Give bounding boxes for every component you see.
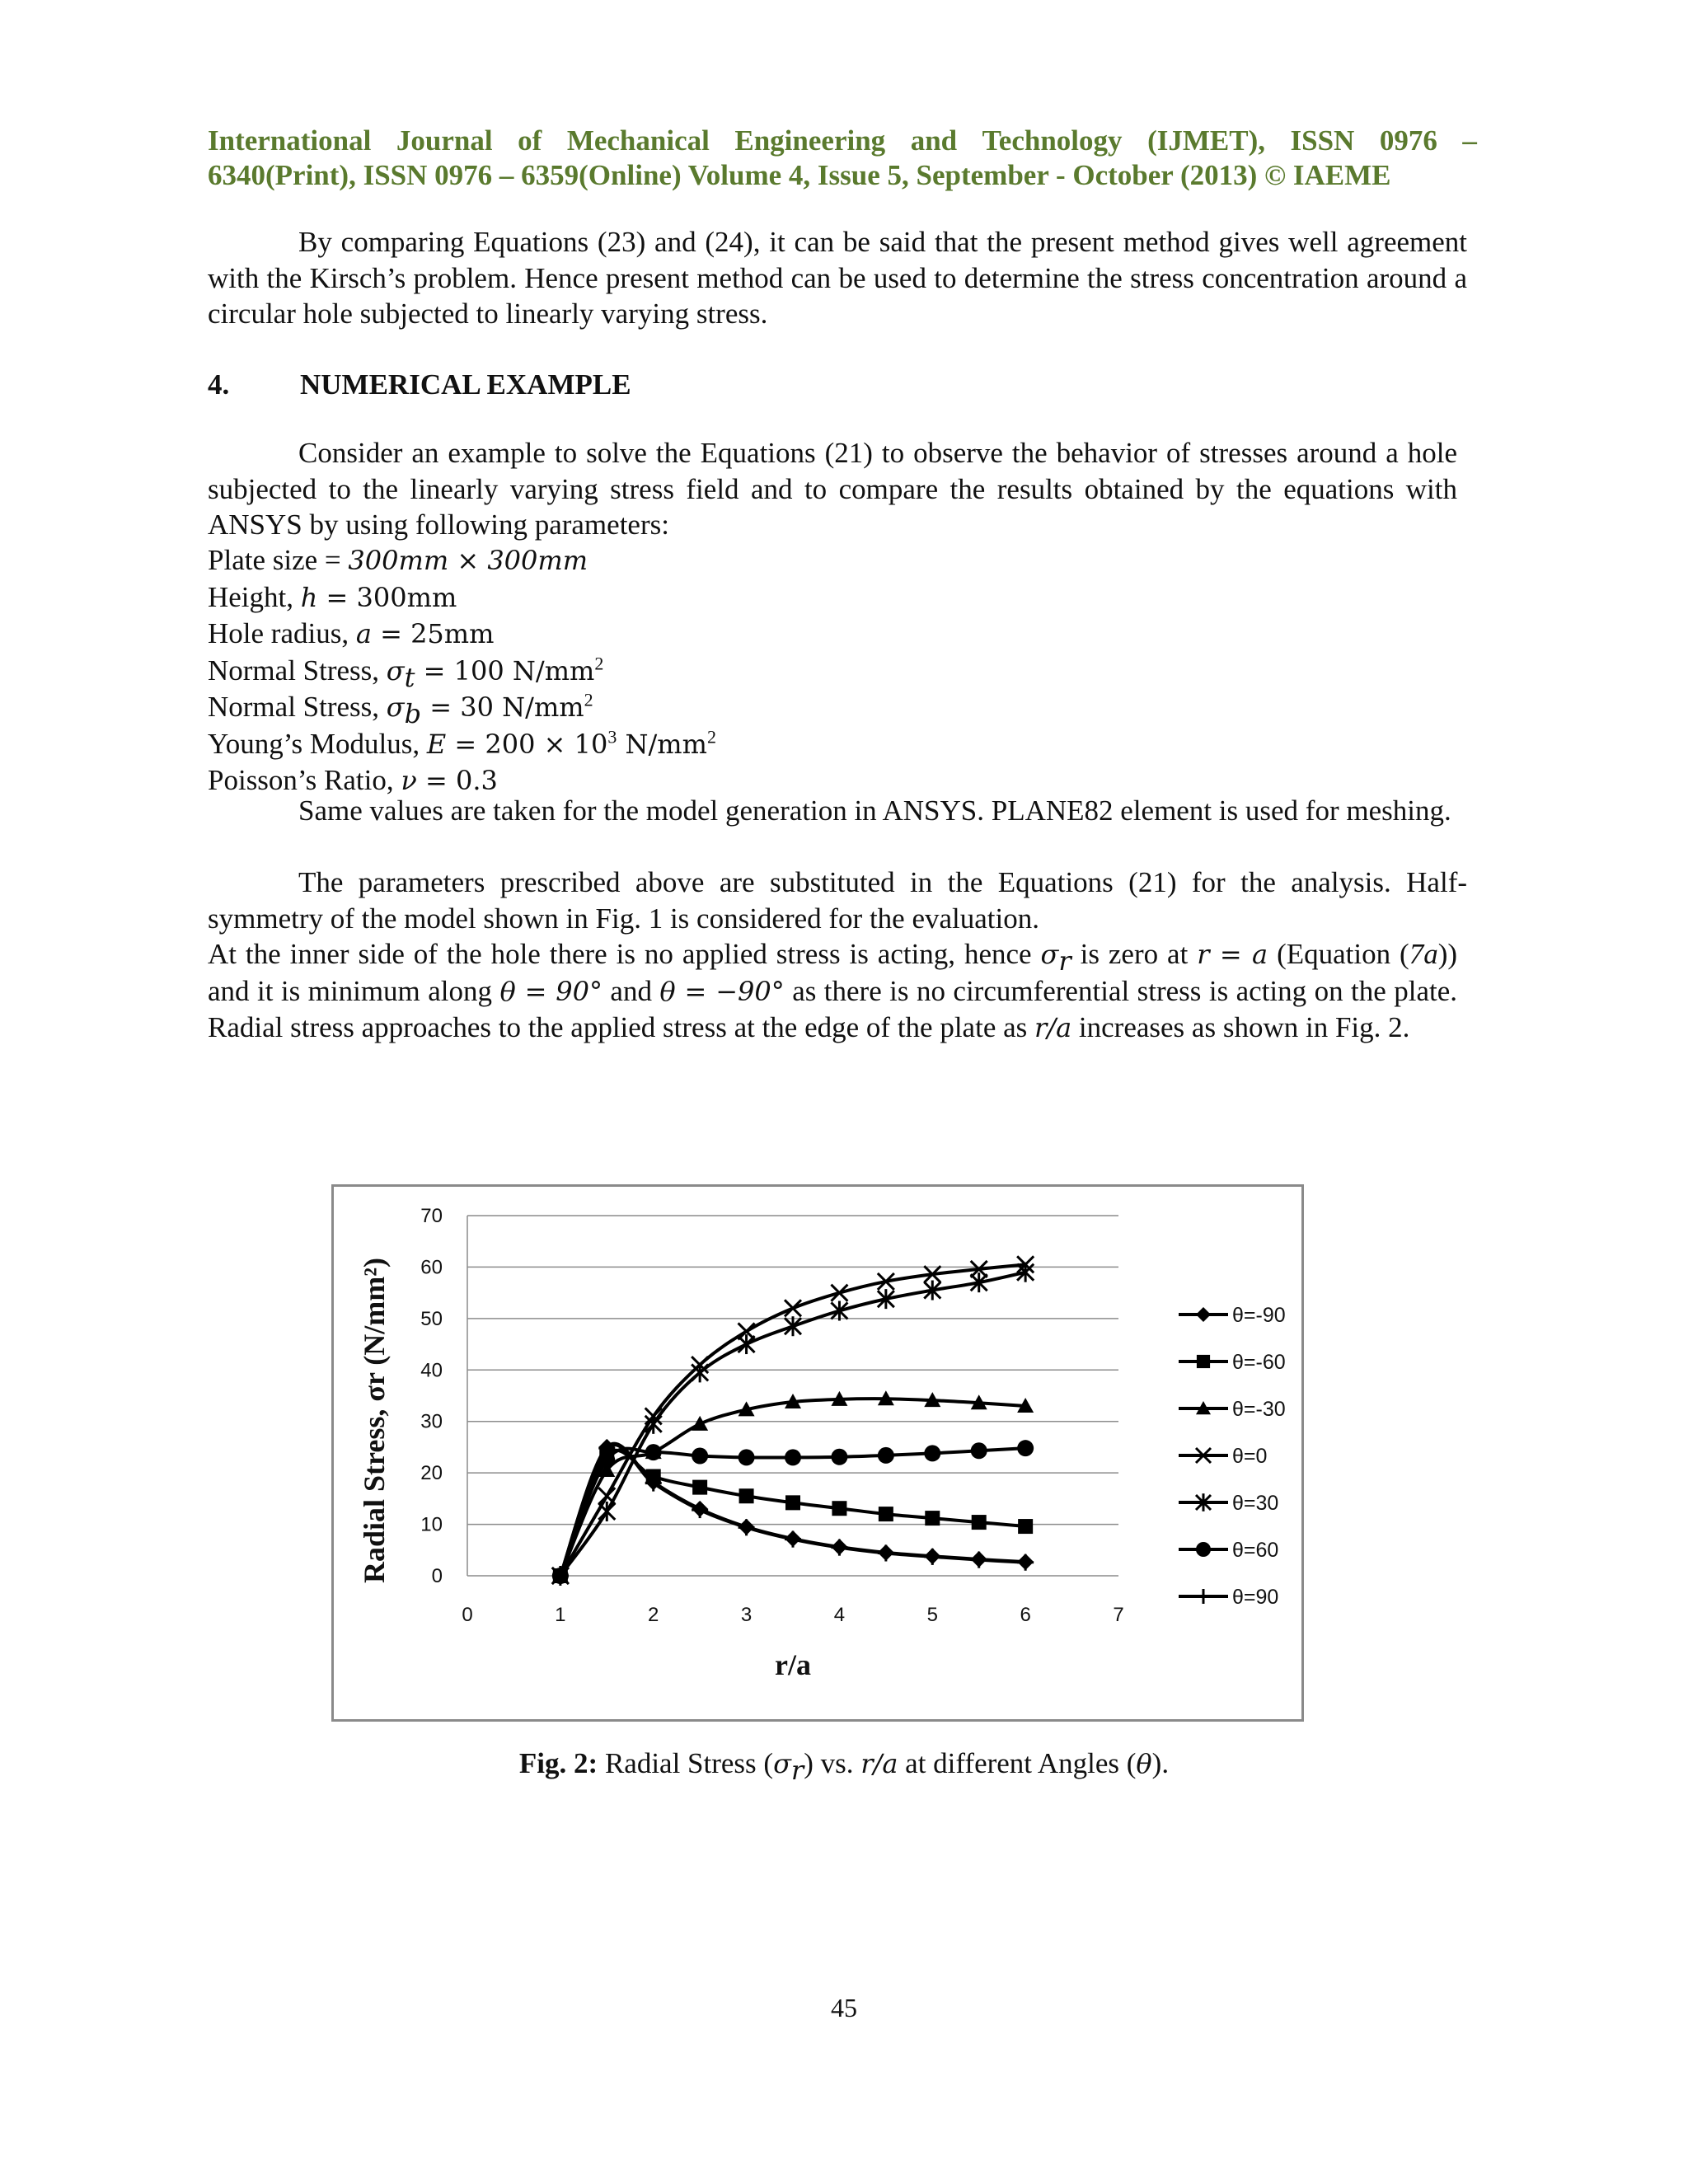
marker-shape [739, 1488, 754, 1503]
data-point-square [972, 1515, 987, 1530]
param-label: Normal Stress, [208, 691, 387, 723]
data-point-square [879, 1507, 893, 1521]
data-point-circle [924, 1445, 940, 1461]
data-point-circle [785, 1449, 801, 1465]
data-point-asterisk [692, 1362, 708, 1382]
data-point-plus [1017, 1554, 1034, 1571]
marker-shape [1197, 1355, 1210, 1368]
caption-theta: θ [1136, 1748, 1152, 1779]
marker-shape [832, 1501, 846, 1516]
param-label: Hole radius, [208, 617, 356, 649]
section-number: 4. [208, 368, 230, 401]
marker-shape [692, 1480, 707, 1495]
radial-stress-paragraph [208, 936, 1457, 1047]
caption-text: ) vs. [804, 1747, 861, 1779]
param-value: = 30 N/mm [421, 691, 584, 723]
param-superscript: 2 [594, 652, 604, 673]
marker-shape [1196, 1307, 1211, 1322]
figure-caption [0, 1746, 1688, 1786]
x-tick-label: 7 [1113, 1604, 1124, 1626]
marker-shape [785, 1449, 801, 1465]
journal-header-line-1 [208, 124, 1477, 158]
data-point-circle [878, 1447, 894, 1464]
param-value: 300mm × 300mm [348, 545, 588, 576]
param-label: Young’s Modulus, [208, 727, 427, 760]
y-tick-label: 70 [420, 1205, 443, 1227]
ansys-paragraph: Same values are taken for the model generation in ANSYS. PLANE82 element is used for meshing. [298, 794, 1451, 827]
y-tick-label: 50 [420, 1307, 443, 1330]
param-value: = 100 N/mm [415, 654, 595, 687]
marker-shape [924, 1445, 940, 1461]
series-line [560, 1264, 1025, 1576]
param-label: Plate size = [208, 544, 349, 576]
journal-header [208, 124, 1477, 193]
series-line [560, 1399, 1025, 1576]
param-label: Normal Stress, [208, 654, 387, 687]
param-normal-stress-b [208, 689, 716, 729]
equation-ref: 7a [1409, 938, 1438, 970]
caption-label: Fig. 2: [518, 1747, 598, 1779]
math-theta-90: θ = 90° [499, 975, 603, 1007]
param-unit: N/mm [617, 728, 707, 760]
x-tick-label: 0 [462, 1604, 473, 1626]
param-superscript: 3 [607, 725, 617, 747]
data-point-circle [971, 1442, 987, 1459]
header-word: of [518, 124, 542, 157]
param-symbol: ν [401, 765, 417, 796]
param-subscript: t [404, 661, 415, 693]
math-r-over-a: r/a [1034, 1012, 1072, 1043]
legend-label: θ=60 [1232, 1539, 1279, 1562]
data-point-circle [1196, 1542, 1211, 1557]
caption-text: ). [1151, 1747, 1170, 1779]
data-point-square [1197, 1355, 1210, 1368]
caption-subscript: r [790, 1755, 804, 1786]
caption-sigma: σ [773, 1748, 791, 1779]
y-tick-label: 30 [420, 1410, 443, 1433]
legend-label: θ=0 [1232, 1445, 1268, 1468]
data-point-plus [738, 1519, 755, 1535]
example-paragraph: Consider an example to solve the Equations (21) to observe the behavior of stresses around a hole subjected to the linearly varying stress field and to compare the results obtained by the equations with ANSYS by using following parameters: [208, 437, 1457, 541]
y-axis-title: Radial Stress, σr (N/mm²) [358, 1257, 391, 1584]
x-tick-label: 6 [1020, 1604, 1031, 1626]
caption-text: at different Angles ( [898, 1747, 1137, 1779]
param-subscript: b [404, 698, 422, 729]
data-point-square [785, 1495, 800, 1510]
journal-header-line-2: 6340(Print), ISSN 0976 – 6359(Online) Volume 4, Issue 5, September - October (2013) © IAEME [208, 159, 1391, 191]
header-word: 0976 [1379, 124, 1437, 157]
data-point-circle [831, 1449, 847, 1465]
param-plate-size [208, 542, 716, 579]
math-sigma: σ [1040, 939, 1059, 970]
marker-shape [925, 1511, 940, 1526]
header-word: and [910, 124, 958, 157]
section-heading [208, 367, 631, 402]
data-point-square [832, 1501, 846, 1516]
marker-shape [645, 1444, 662, 1460]
data-point-x [785, 1300, 801, 1316]
data-point-plus [831, 1540, 847, 1556]
marker-shape [878, 1447, 894, 1464]
header-word: Engineering [734, 124, 886, 157]
text-run: and [602, 974, 660, 1007]
header-word: ISSN [1290, 124, 1355, 157]
param-label: Poisson’s Ratio, [208, 764, 401, 796]
y-tick-label: 10 [420, 1513, 443, 1536]
data-point-circle [692, 1448, 708, 1465]
radial-stress-chart [331, 1184, 1304, 1722]
legend-label: θ=30 [1232, 1492, 1279, 1515]
header-word: – [1462, 124, 1477, 157]
data-point-asterisk [598, 1502, 615, 1521]
data-point-asterisk [785, 1316, 801, 1336]
param-symbol: σ [386, 654, 405, 687]
x-tick-label: 1 [555, 1604, 566, 1626]
param-symbol: h [300, 581, 318, 613]
param-symbol: a [355, 618, 372, 649]
param-value: = 200 × 10 [446, 728, 608, 760]
param-symbol: σ [386, 691, 405, 723]
marker-shape [1018, 1519, 1033, 1534]
data-point-plus [878, 1545, 894, 1562]
data-point-square [692, 1480, 707, 1495]
y-tick-label: 40 [420, 1359, 443, 1382]
param-symbol: E [426, 728, 447, 760]
header-word: Journal [396, 124, 493, 157]
x-axis-title: r/a [775, 1648, 811, 1681]
text-run: as there is no circumferential stress is acting on the plate. Radial stress approaches to the applied stress at the edge of the plate as [208, 974, 1458, 1043]
x-tick-label: 2 [648, 1604, 659, 1626]
legend-label: θ=-90 [1232, 1304, 1286, 1327]
data-point-plus [924, 1549, 940, 1565]
data-point-plus [1196, 1589, 1211, 1604]
data-point-square [925, 1511, 940, 1526]
caption-text: Radial Stress ( [598, 1747, 774, 1779]
page-number: 45 [831, 1993, 857, 2022]
math-r-equals-a: r = a [1197, 939, 1268, 970]
data-point-circle [738, 1449, 755, 1465]
legend-label: θ=-60 [1232, 1351, 1286, 1374]
param-hole-radius [208, 616, 716, 653]
y-tick-label: 60 [420, 1256, 443, 1279]
data-point-plus [692, 1502, 708, 1518]
data-point-square [1018, 1519, 1033, 1534]
header-word: International [208, 124, 372, 157]
param-normal-stress-t [208, 652, 716, 693]
marker-shape [971, 1442, 987, 1459]
y-tick-label: 0 [431, 1565, 443, 1587]
param-superscript: 2 [584, 689, 593, 710]
header-word: Technology [982, 124, 1123, 157]
marker-shape [785, 1495, 800, 1510]
param-height [208, 579, 716, 616]
text-run: increases as shown in Fig. 2. [1071, 1011, 1410, 1043]
param-label: Height, [208, 580, 301, 613]
section-title: NUMERICAL EXAMPLE [300, 368, 631, 401]
math-theta-minus-90: θ = −90° [659, 975, 785, 1007]
marker-shape [738, 1449, 755, 1465]
math-subscript: r [1058, 945, 1071, 977]
data-point-square [739, 1488, 754, 1503]
param-unit-superscript: 2 [706, 725, 716, 747]
data-point-asterisk [738, 1334, 755, 1354]
y-tick-label: 20 [420, 1462, 443, 1485]
marker-shape [1196, 1542, 1211, 1557]
param-value: = 0.3 [416, 765, 498, 796]
param-value: = 25mm [371, 618, 495, 649]
header-word: Mechanical [566, 124, 710, 157]
data-point-circle [1017, 1440, 1034, 1456]
marker-shape [879, 1507, 893, 1521]
x-tick-label: 3 [740, 1604, 753, 1626]
parameter-list [208, 542, 716, 799]
data-point-circle [645, 1444, 662, 1460]
text-run: (Equation ( [1268, 938, 1409, 970]
marker-shape [692, 1448, 708, 1465]
data-point-plus [971, 1552, 987, 1568]
x-tick-label: 5 [926, 1604, 938, 1626]
header-word: (IJMET), [1147, 124, 1265, 157]
marker-shape [972, 1515, 987, 1530]
marker-shape [1017, 1440, 1034, 1456]
substitution-paragraph: The parameters prescribed above are substituted in the Equations (21) for the analysis. Half-symmetry of the model shown in Fig. 1 is considered for the evaluation. [208, 866, 1467, 935]
param-youngs-modulus [208, 726, 716, 763]
legend-label: θ=-30 [1232, 1398, 1286, 1421]
text-run: At the inner side of the hole there is no applied stress is acting, hence [208, 938, 1041, 970]
param-value: = 300mm [317, 581, 457, 613]
marker-shape [831, 1449, 847, 1465]
caption-r-over-a: r/a [860, 1748, 898, 1779]
data-point-plus [785, 1531, 801, 1548]
data-point-diamond [1196, 1307, 1211, 1322]
text-run: )) and it is minimum along [208, 938, 1457, 1007]
intro-paragraph: By comparing Equations (23) and (24), it can be said that the present method gives well agreement with the Kirsch’s problem. Hence present method can be used to determine the stress concentration around a circular hole subjected to linearly varying stress. [208, 226, 1467, 330]
legend-label: θ=90 [1232, 1586, 1279, 1609]
x-tick-label: 4 [833, 1604, 846, 1626]
text-run: is zero at [1071, 938, 1198, 970]
